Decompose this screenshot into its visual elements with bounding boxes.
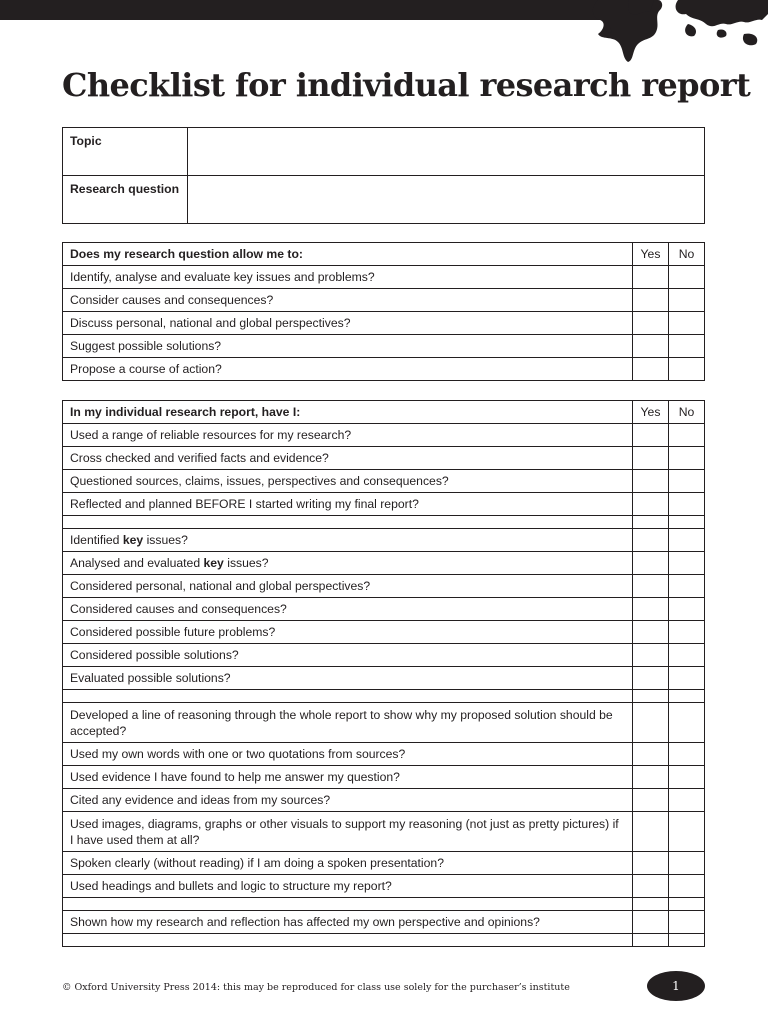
checklist-item-text: Used headings and bullets and logic to structure my report? (63, 875, 633, 898)
checklist-row (63, 703, 705, 743)
item-text-part: Identified (70, 533, 123, 547)
yes-checkbox[interactable] (633, 644, 669, 667)
checklist-item-text: Considered possible solutions? (63, 644, 633, 667)
checklist-item-text (63, 552, 633, 575)
no-checkbox[interactable] (669, 690, 705, 703)
no-checkbox[interactable] (669, 424, 705, 447)
no-checkbox[interactable] (669, 312, 705, 335)
checklist-item-text: Shown how my research and reflection has affected my own perspective and opinions? (63, 911, 633, 934)
no-checkbox[interactable] (669, 898, 705, 911)
checklist-row (63, 644, 705, 667)
checklist-item-text: Considered possible future problems? (63, 621, 633, 644)
spacer-row (63, 516, 705, 529)
report-checklist (62, 400, 705, 947)
yes-checkbox[interactable] (633, 766, 669, 789)
yes-checkbox[interactable] (633, 690, 669, 703)
research-question-field[interactable] (188, 176, 705, 224)
no-checkbox[interactable] (669, 766, 705, 789)
yes-checkbox[interactable] (633, 743, 669, 766)
section1-heading: Does my research question allow me to: (63, 243, 633, 266)
no-checkbox[interactable] (669, 934, 705, 947)
yes-checkbox[interactable] (633, 621, 669, 644)
checklist-item-text: Spoken clearly (without reading) if I am doing a spoken presentation? (63, 852, 633, 875)
yes-checkbox[interactable] (633, 875, 669, 898)
no-checkbox[interactable] (669, 911, 705, 934)
no-checkbox[interactable] (669, 289, 705, 312)
section2-heading: In my individual research report, have I: (63, 401, 633, 424)
checklist-row (63, 447, 705, 470)
yes-checkbox[interactable] (633, 575, 669, 598)
checklist-item-text: Reflected and planned BEFORE I started writing my final report? (63, 493, 633, 516)
checklist-item-text: Cited any evidence and ideas from my sources? (63, 789, 633, 812)
checklist-item-text: Identify, analyse and evaluate key issues and problems? (63, 266, 633, 289)
yes-checkbox[interactable] (633, 470, 669, 493)
section2-yes-header: Yes (633, 401, 669, 424)
checklist-row (63, 335, 705, 358)
no-checkbox[interactable] (669, 447, 705, 470)
no-checkbox[interactable] (669, 812, 705, 852)
page-number: 1 (647, 971, 705, 1001)
yes-checkbox[interactable] (633, 358, 669, 381)
no-checkbox[interactable] (669, 470, 705, 493)
checklist-row (63, 312, 705, 335)
checklist-item-text: Considered causes and consequences? (63, 598, 633, 621)
yes-checkbox[interactable] (633, 335, 669, 358)
checklist-row (63, 852, 705, 875)
no-checkbox[interactable] (669, 644, 705, 667)
checklist-row (63, 529, 705, 552)
topic-field[interactable] (188, 128, 705, 176)
section2-no-header: No (669, 401, 705, 424)
no-checkbox[interactable] (669, 335, 705, 358)
checklist-item-text (63, 529, 633, 552)
checklist-row (63, 358, 705, 381)
section1-rows (63, 266, 705, 381)
topic-table (62, 127, 705, 224)
no-checkbox[interactable] (669, 852, 705, 875)
checklist-row (63, 470, 705, 493)
spacer-row (63, 898, 705, 911)
checklist-item-text: Suggest possible solutions? (63, 335, 633, 358)
yes-checkbox[interactable] (633, 667, 669, 690)
checklist-item-text (63, 690, 633, 703)
checklist-item-text: Used a range of reliable resources for my research? (63, 424, 633, 447)
yes-checkbox[interactable] (633, 266, 669, 289)
spacer-row (63, 934, 705, 947)
checklist-row (63, 552, 705, 575)
no-checkbox[interactable] (669, 598, 705, 621)
yes-checkbox[interactable] (633, 598, 669, 621)
no-checkbox[interactable] (669, 667, 705, 690)
no-checkbox[interactable] (669, 552, 705, 575)
section1-yes-header: Yes (633, 243, 669, 266)
yes-checkbox[interactable] (633, 911, 669, 934)
research-question-checklist (62, 242, 705, 381)
item-text-part: Analysed and evaluated (70, 556, 204, 570)
yes-checkbox[interactable] (633, 934, 669, 947)
checklist-item-text (63, 934, 633, 947)
no-checkbox[interactable] (669, 875, 705, 898)
section2-rows (63, 424, 705, 947)
checklist-row (63, 911, 705, 934)
checklist-item-text: Developed a line of reasoning through the whole report to show why my proposed solution should be accepted? (63, 703, 633, 743)
yes-checkbox[interactable] (633, 424, 669, 447)
yes-checkbox[interactable] (633, 552, 669, 575)
checklist-row (63, 766, 705, 789)
checklist-item-text: Considered personal, national and global perspectives? (63, 575, 633, 598)
checklist-item-text: Propose a course of action? (63, 358, 633, 381)
checklist-row (63, 621, 705, 644)
no-checkbox[interactable] (669, 529, 705, 552)
checklist-row (63, 667, 705, 690)
checklist-row (63, 598, 705, 621)
yes-checkbox[interactable] (633, 898, 669, 911)
no-checkbox[interactable] (669, 493, 705, 516)
checklist-row (63, 743, 705, 766)
no-checkbox[interactable] (669, 358, 705, 381)
no-checkbox[interactable] (669, 703, 705, 743)
checklist-item-text: Questioned sources, claims, issues, perspectives and consequences? (63, 470, 633, 493)
yes-checkbox[interactable] (633, 703, 669, 743)
checklist-row (63, 875, 705, 898)
no-checkbox[interactable] (669, 516, 705, 529)
world-map-icon (568, 0, 768, 70)
checklist-item-text: Used images, diagrams, graphs or other visuals to support my reasoning (not just as pretty pictures) if I have used them at all? (63, 812, 633, 852)
checklist-row (63, 812, 705, 852)
checklist-item-text: Evaluated possible solutions? (63, 667, 633, 690)
item-text-emphasis: key (203, 556, 224, 570)
no-checkbox[interactable] (669, 621, 705, 644)
checklist-row (63, 789, 705, 812)
checklist-row (63, 266, 705, 289)
item-text-part: issues? (143, 533, 188, 547)
spacer-row (63, 690, 705, 703)
checklist-row (63, 289, 705, 312)
yes-checkbox[interactable] (633, 852, 669, 875)
no-checkbox[interactable] (669, 789, 705, 812)
no-checkbox[interactable] (669, 575, 705, 598)
yes-checkbox[interactable] (633, 289, 669, 312)
yes-checkbox[interactable] (633, 312, 669, 335)
item-text-emphasis: key (122, 533, 144, 547)
no-checkbox[interactable] (669, 743, 705, 766)
checklist-row (63, 424, 705, 447)
checklist-item-text: Cross checked and verified facts and evidence? (63, 447, 633, 470)
checklist-item-text: Discuss personal, national and global perspectives? (63, 312, 633, 335)
yes-checkbox[interactable] (633, 789, 669, 812)
checklist-item-text: Used evidence I have found to help me answer my question? (63, 766, 633, 789)
page-title: Checklist for individual research report (62, 66, 751, 104)
checklist-item-text (63, 516, 633, 529)
item-text-part: issues? (223, 556, 269, 570)
section1-no-header: No (669, 243, 705, 266)
checklist-item-text: Consider causes and consequences? (63, 289, 633, 312)
yes-checkbox[interactable] (633, 812, 669, 852)
no-checkbox[interactable] (669, 266, 705, 289)
yes-checkbox[interactable] (633, 516, 669, 529)
checklist-item-text: Used my own words with one or two quotations from sources? (63, 743, 633, 766)
yes-checkbox[interactable] (633, 529, 669, 552)
copyright-footer: © Oxford University Press 2014: this may be reproduced for class use solely for the purchaser’s institute (62, 982, 570, 993)
top-banner-bar (0, 0, 600, 20)
yes-checkbox[interactable] (633, 493, 669, 516)
checklist-row (63, 575, 705, 598)
topic-label: Topic (63, 128, 188, 176)
checklist-item-text (63, 898, 633, 911)
yes-checkbox[interactable] (633, 447, 669, 470)
research-question-label: Research question (63, 176, 188, 224)
checklist-row (63, 493, 705, 516)
